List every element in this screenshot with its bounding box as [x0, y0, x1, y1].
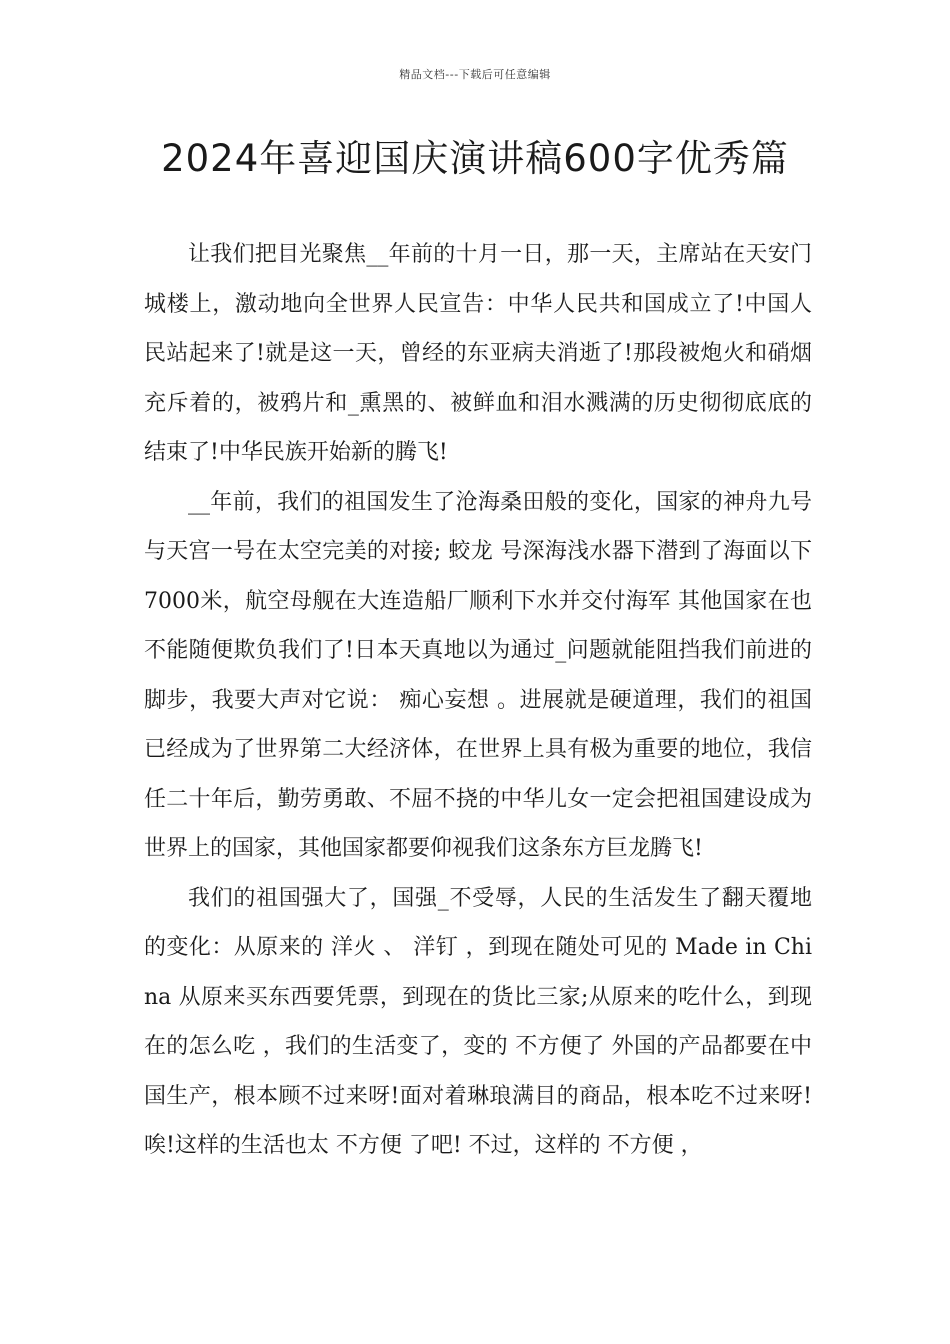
paragraph-1: 让我们把目光聚焦__年前的十月一日，那一天，主席站在天安门城楼上，激动地向全世界人民宣告：中华人民共和国成立了!中国人民站起来了!就是这一天，曾经的东亚病夫消逝了!那段被炮火和硝烟充斥着的，被鸦片和_熏黑的、被鲜血和泪水溅满的历史彻彻底底的结束了!中华民族开始新的腾飞! — [144, 242, 812, 465]
paragraph-3: 我们的祖国强大了，国强_不受辱，人民的生活发生了翻天覆地的变化：从原来的 洋火 、 洋钉 ，到现在随处可见的 Made in China 从原来买东西要凭票，到现在的货比三家;从原来的吃什么，到现在的怎么吃 ，我们的生活变了，变的 不方便了 外国的产品都要在中国生产，根本顾不过来呀!面对着琳琅满目的商品，根本吃不过来呀! 唉!这样的生活也太 不方便 了吧! 不过，这样的 不方便 ， — [144, 885, 812, 1158]
document-title: 2024年喜迎国庆演讲稿600字优秀篇 — [161, 137, 789, 180]
paragraph-2: __年前，我们的祖国发生了沧海桑田般的变化，国家的神舟九号与天宫一号在太空完美的对接; 蛟龙 号深海浅水器下潜到了海面以下7000米，航空母舰在大连造船厂顺利下水并交付海军 其他国家在也不能随便欺负我们了!日本天真地以为通过_问题就能阻挡我们前进的脚步，我要大声对它说： 痴心妄想 。进展就是硬道理，我们的祖国已经成为了世界第二大经济体，在世界上具有极为重要的地位，我信任二十年后，勤劳勇敢、不屈不挠的中华儿女一定会把祖国建设成为世界上的国家，其他国家都要仰视我们这条东方巨龙腾飞! — [144, 489, 812, 861]
document-body — [144, 230, 812, 1171]
page-header: 精品文档---下载后可任意编辑 — [399, 68, 551, 81]
